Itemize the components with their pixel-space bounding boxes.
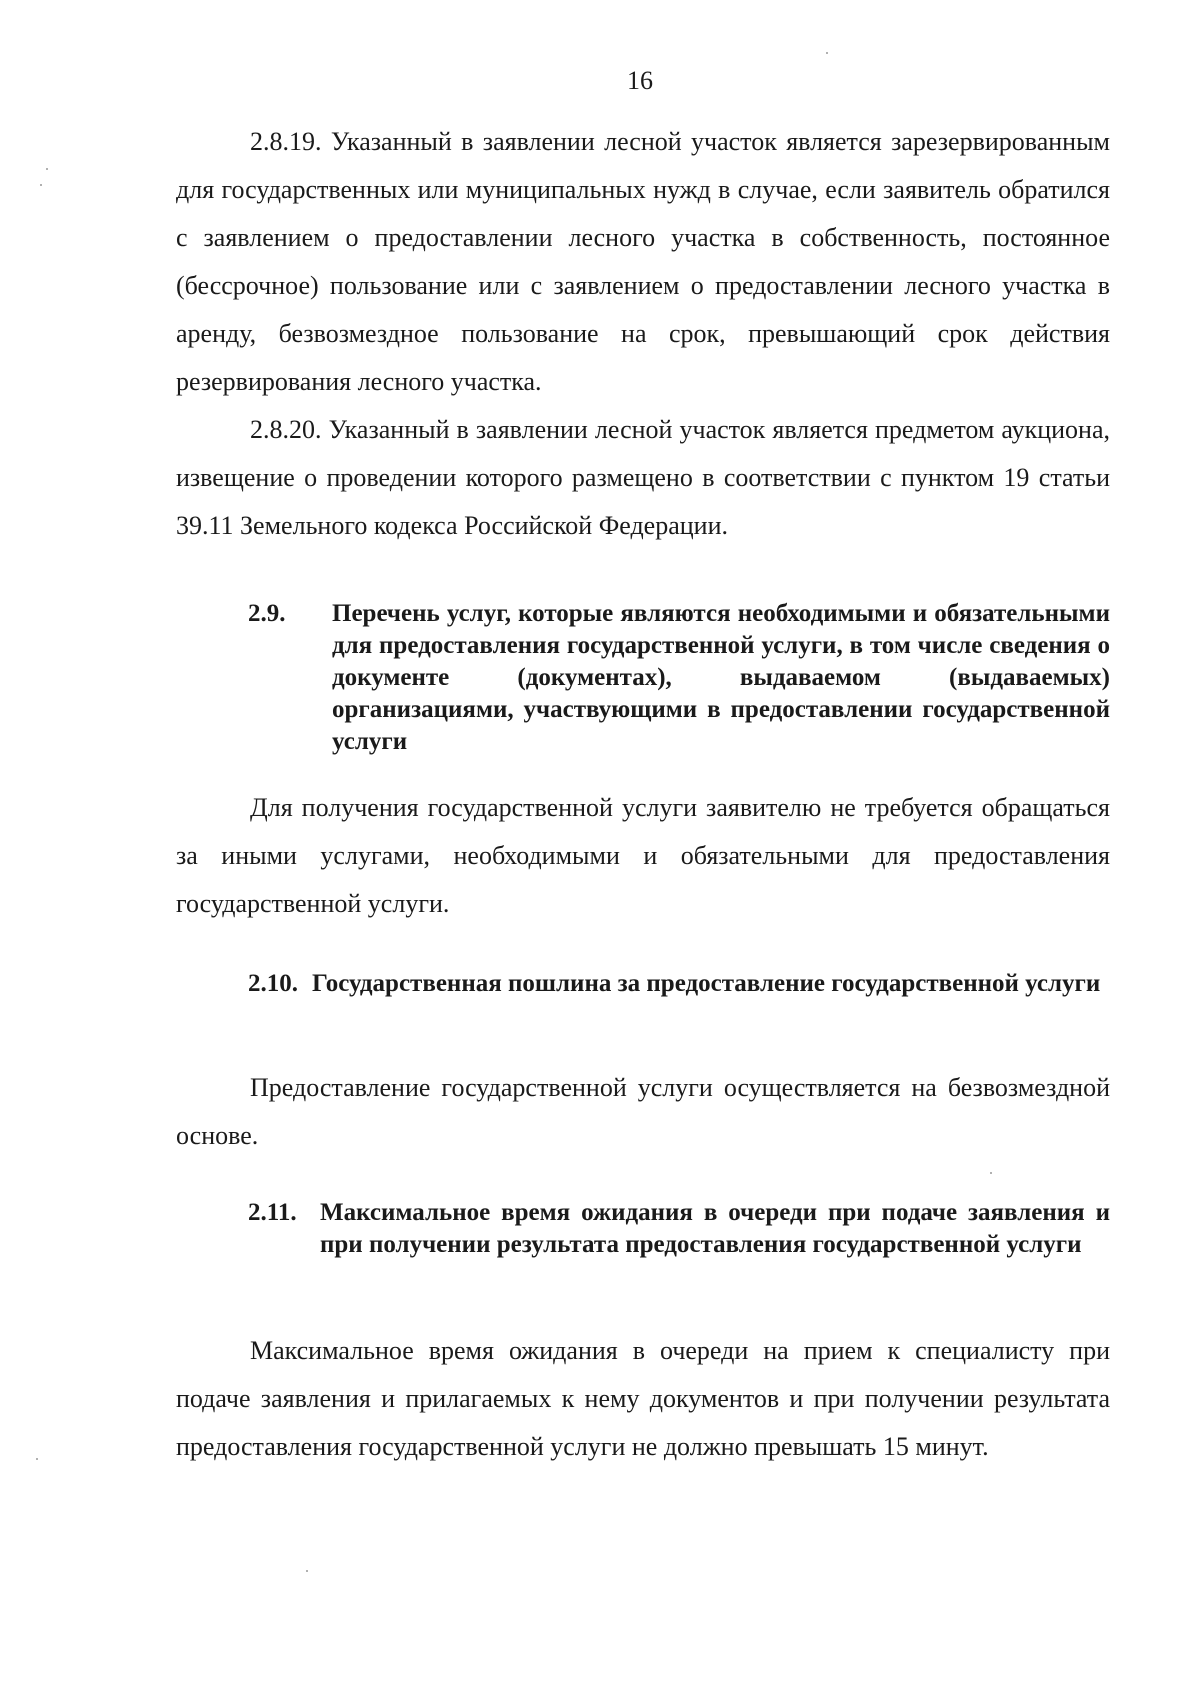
paragraphs-2-8 <box>176 118 1110 550</box>
heading-title: Максимальное время ожидания в очереди при подаче заявления и при получении результата предоставления государственной услуги <box>320 1199 1110 1258</box>
heading-2-11 <box>248 1197 1110 1261</box>
heading-number: 2.11. <box>248 1199 297 1226</box>
scan-speck <box>990 1172 992 1174</box>
heading-number: 2.9. <box>248 600 286 627</box>
scan-speck <box>40 184 42 186</box>
section-2-10-body <box>176 1064 1110 1160</box>
heading-2-10 <box>248 968 1110 1000</box>
heading-number: 2.10. <box>248 970 298 997</box>
heading-2-9 <box>248 598 1110 758</box>
page-number: 16 <box>627 66 653 95</box>
scan-speck <box>826 52 828 54</box>
heading-title: Государственная пошлина за предоставление государственной услуги <box>312 970 1101 997</box>
paragraph-2-8-20: 2.8.20. Указанный в заявлении лесной участок является предметом аукциона, извещение о проведении которого размещено в соответствии с пунктом 19 статьи 39.11 Земельного кодекса Российской Федерации. <box>176 415 1110 540</box>
heading-title: Перечень услуг, которые являются необходимыми и обязательными для предоставления государственной услуги, в том числе сведения о документе (документах), выдаваемом (выдаваемых) организациями, участвующими в предоставлении государственной услуги <box>332 600 1110 755</box>
scan-speck <box>306 1570 308 1572</box>
scan-speck <box>46 168 48 170</box>
section-2-9-body <box>176 784 1110 928</box>
paragraph-2-11: Максимальное время ожидания в очереди на прием к специалисту при подаче заявления и прилагаемых к нему документов и при получении результата предоставления государственной услуги не должно превышать 15 минут. <box>176 1336 1110 1461</box>
paragraph-2-9: Для получения государственной услуги заявителю не требуется обращаться за иными услугами, необходимыми и обязательными для предоставления государственной услуги. <box>176 793 1110 918</box>
scan-speck <box>36 1458 38 1460</box>
paragraph-2-8-19: 2.8.19. Указанный в заявлении лесной участок является зарезервированным для государственных или муниципальных нужд в случае, если заявитель обратился с заявлением о предоставлении лесного участка в собственность, постоянное (бессрочное) пользование или с заявлением о предоставлении лесного участка в аренду, безвозмездное пользование на срок, превышающий срок действия резервирования лесного участка. <box>176 127 1110 396</box>
paragraph-2-10: Предоставление государственной услуги осуществляется на безвозмездной основе. <box>176 1073 1110 1150</box>
section-2-11-body <box>176 1327 1110 1471</box>
